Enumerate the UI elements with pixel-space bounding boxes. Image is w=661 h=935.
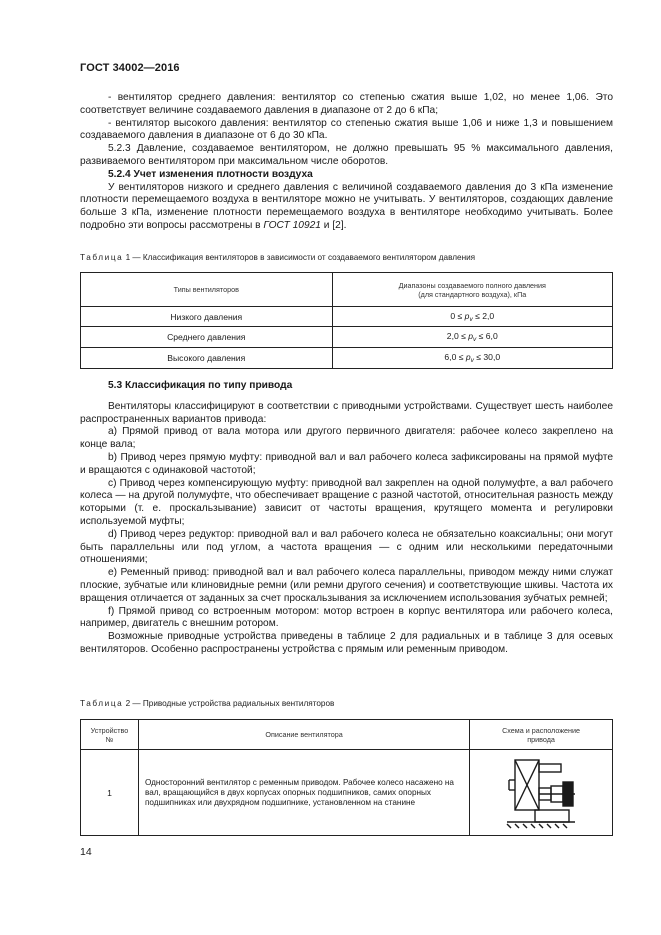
spacer bbox=[80, 393, 613, 401]
less-equal-sign: ≤ bbox=[458, 352, 464, 362]
pressure-range-cell bbox=[332, 307, 612, 327]
list-item-a: а) Прямой привод от вала мотора или другого первичного двигателя: рабочее колесо закреплено на конце вала; bbox=[80, 426, 613, 451]
range-high: 2,0 bbox=[482, 310, 495, 321]
pressure-symbol: p bbox=[465, 352, 471, 362]
range-high: 6,0 bbox=[485, 331, 498, 341]
table-row bbox=[81, 348, 613, 369]
table2-caption-text: 2 — Приводные устройства радиальных вентиляторов bbox=[125, 699, 335, 708]
range-high: 30,0 bbox=[483, 352, 501, 362]
pressure-subscript: v bbox=[470, 357, 474, 364]
ground-hatch bbox=[531, 824, 535, 828]
range-low: 6,0 bbox=[444, 352, 457, 362]
less-equal-sign: ≤ bbox=[461, 331, 466, 341]
table2-header-scheme bbox=[470, 720, 613, 750]
paragraph-high-pressure: - вентилятор высокого давления: вентилятор со степенью сжатия выше 1,06 и ниже 1,3 и повышением создаваемого давления в диапазоне от 6 до 30 кПа. bbox=[80, 117, 613, 142]
air-density-tail: и [2]. bbox=[323, 219, 347, 231]
ground-hatch bbox=[539, 824, 543, 828]
belt-drive-fan-diagram bbox=[501, 754, 581, 830]
pressure-subscript: v bbox=[469, 315, 473, 323]
fan-type-cell: Среднего давления bbox=[81, 327, 333, 348]
pressure-symbol: p bbox=[464, 310, 470, 321]
pressure-subscript: v bbox=[473, 336, 477, 343]
fan-type-cell: Высокого давления bbox=[81, 348, 333, 369]
table1-header-ranges bbox=[332, 273, 612, 307]
table2-header-row bbox=[81, 720, 613, 750]
table1-caption-label: Таблица bbox=[80, 253, 124, 262]
table2-header-description: Описание вентилятора bbox=[138, 720, 469, 750]
less-equal-sign: ≤ bbox=[478, 331, 484, 341]
ground-hatch bbox=[515, 824, 519, 828]
intro-text-block bbox=[80, 92, 613, 233]
table1-header-types: Типы вентиляторов bbox=[81, 273, 333, 307]
paragraph-drive-tables-ref: Возможные приводные устройства приведены в таблице 2 для радиальных и в таблице 3 для осевых вентиляторов. Особенно распространены устройства с прямым или ременным приводом. bbox=[80, 631, 613, 655]
range-low: 2,0 bbox=[446, 331, 459, 341]
base-frame bbox=[535, 810, 569, 822]
list-item-b: b) Привод через прямую муфту: приводной вал и вал рабочего колеса зафиксированы на прямой муфте и вращаются с одинаковой частотой; bbox=[80, 451, 613, 476]
list-item-e: е) Ременный привод: приводной вал и вал рабочего колеса параллельны, приводом между ними служат плоские, зубчатые или клиновидные ремни (или ремни другого сечения) и соответствующие шкивы. Частота их вращения отличается от заданных за счет проскальзывания за исключением использования зубчатых ремней; bbox=[80, 567, 613, 604]
list-item-c: с) Привод через компенсирующую муфту: приводной вал закреплен на одной полумуфте, а вал рабочего колеса — на другой полумуфте, что обеспечивает вращение с разной частотой, относительная разность между которыми (т. е. проскальзывание) зависит от частоты вращения, крутящего момента и регулировки используемой муфты; bbox=[80, 477, 613, 527]
less-equal-sign: ≤ bbox=[475, 310, 480, 321]
range-low: 0 bbox=[450, 310, 456, 321]
device-number-cell: 1 bbox=[81, 750, 139, 836]
table2-header-scheme-line1: Схема и расположение bbox=[502, 725, 581, 735]
drive-scheme-cell bbox=[470, 750, 613, 836]
table2-header-device-line1: Устройство bbox=[90, 725, 129, 735]
pulley bbox=[563, 782, 573, 806]
table2-header-device-line2: № bbox=[105, 734, 114, 744]
pressure-symbol: p bbox=[468, 331, 474, 341]
fan-type-cell: Низкого давления bbox=[81, 307, 333, 327]
table1-header-ranges-line1: Диапазоны создаваемого полного давления bbox=[398, 280, 546, 290]
drive-classification-text-block bbox=[80, 380, 613, 657]
list-item-f: f) Прямой привод со встроенным мотором: мотор встроен в корпус вентилятора или рабочего колеса, например, двигатель с внешним ротором. bbox=[80, 605, 613, 630]
fan-description-cell: Односторонний вентилятор с ременным приводом. Рабочее колесо насажено на вал, вращающийся в двух корпусах опорных подшипников, самих опорных подшипниках или двухрядном подшипнике, установленном на станине bbox=[138, 750, 469, 836]
table2-caption bbox=[80, 699, 334, 708]
table2-header-scheme-line2: привода bbox=[527, 734, 555, 744]
fan-pressure-classification-table bbox=[80, 272, 613, 369]
list-item-d: d) Привод через редуктор: приводной вал и вал рабочего колеса не обязательно коаксиальны; они могут быть параллельны или под углом, а частота вращения — с одним или несколькими передаточными отношениями; bbox=[80, 528, 613, 566]
less-equal-sign: ≤ bbox=[457, 310, 463, 321]
heading-5-2-4: 5.2.4 Учет изменения плотности воздуха bbox=[108, 168, 313, 180]
page-number: 14 bbox=[80, 846, 92, 858]
less-equal-sign: ≤ bbox=[476, 352, 481, 362]
ground-hatch bbox=[563, 824, 567, 828]
table1-caption bbox=[80, 253, 475, 262]
ground-hatch bbox=[555, 824, 559, 828]
table-row bbox=[81, 307, 613, 327]
table2-header-device-no bbox=[81, 720, 139, 750]
paragraph-5-2-3: 5.2.3 Давление, создаваемое вентилятором, не должно превышать 95 % максимального давления, развиваемого вентилятором при максимальном числе оборотов. bbox=[80, 143, 613, 167]
table2-caption-label: Таблица bbox=[80, 699, 124, 708]
table-row bbox=[81, 327, 613, 348]
ground-hatch bbox=[523, 824, 527, 828]
paragraph-air-density bbox=[80, 182, 613, 233]
radial-fan-drive-table bbox=[80, 719, 613, 836]
ground-hatch bbox=[547, 824, 551, 828]
pressure-range-cell bbox=[332, 327, 612, 348]
table-row bbox=[81, 750, 613, 836]
table1-header-row bbox=[81, 273, 613, 307]
table1-header-ranges-line2: (для стандартного воздуха), кПа bbox=[418, 289, 527, 299]
paragraph-drive-intro: Вентиляторы классифицируют в соответствии с приводными устройствами. Существует шесть наиболее распространенных вариантов привода: bbox=[80, 400, 613, 425]
gost-reference-link[interactable]: ГОСТ 10921 bbox=[263, 219, 321, 231]
heading-5-3: 5.3 Классификация по типу привода bbox=[108, 380, 293, 391]
ground-hatch bbox=[507, 824, 511, 828]
inlet-duct bbox=[539, 764, 561, 772]
paragraph-medium-pressure: - вентилятор среднего давления: вентилятор со степенью сжатия выше 1,02, но менее 1,06. Это соответствует величине создаваемого давления в диапазоне от 2 до 6 кПа; bbox=[80, 92, 613, 116]
document-code-header: ГОСТ 34002—2016 bbox=[80, 62, 180, 74]
pressure-range-cell bbox=[332, 348, 612, 369]
table1-caption-text: 1 — Классификация вентиляторов в зависимости от создаваемого вентилятором давления bbox=[125, 253, 476, 262]
air-density-text: У вентиляторов низкого и среднего давления с величиной создаваемого давления до 3 кПа изменение плотности перемещаемого воздуха в вентиляторе можно не учитывать. У вентиляторов, создающих давление больше 3 кПа, изменение плотности перемещаемого воздуха в вентиляторе необходимо учитывать. Более подробно эти вопросы рассмотрены в bbox=[80, 181, 613, 231]
